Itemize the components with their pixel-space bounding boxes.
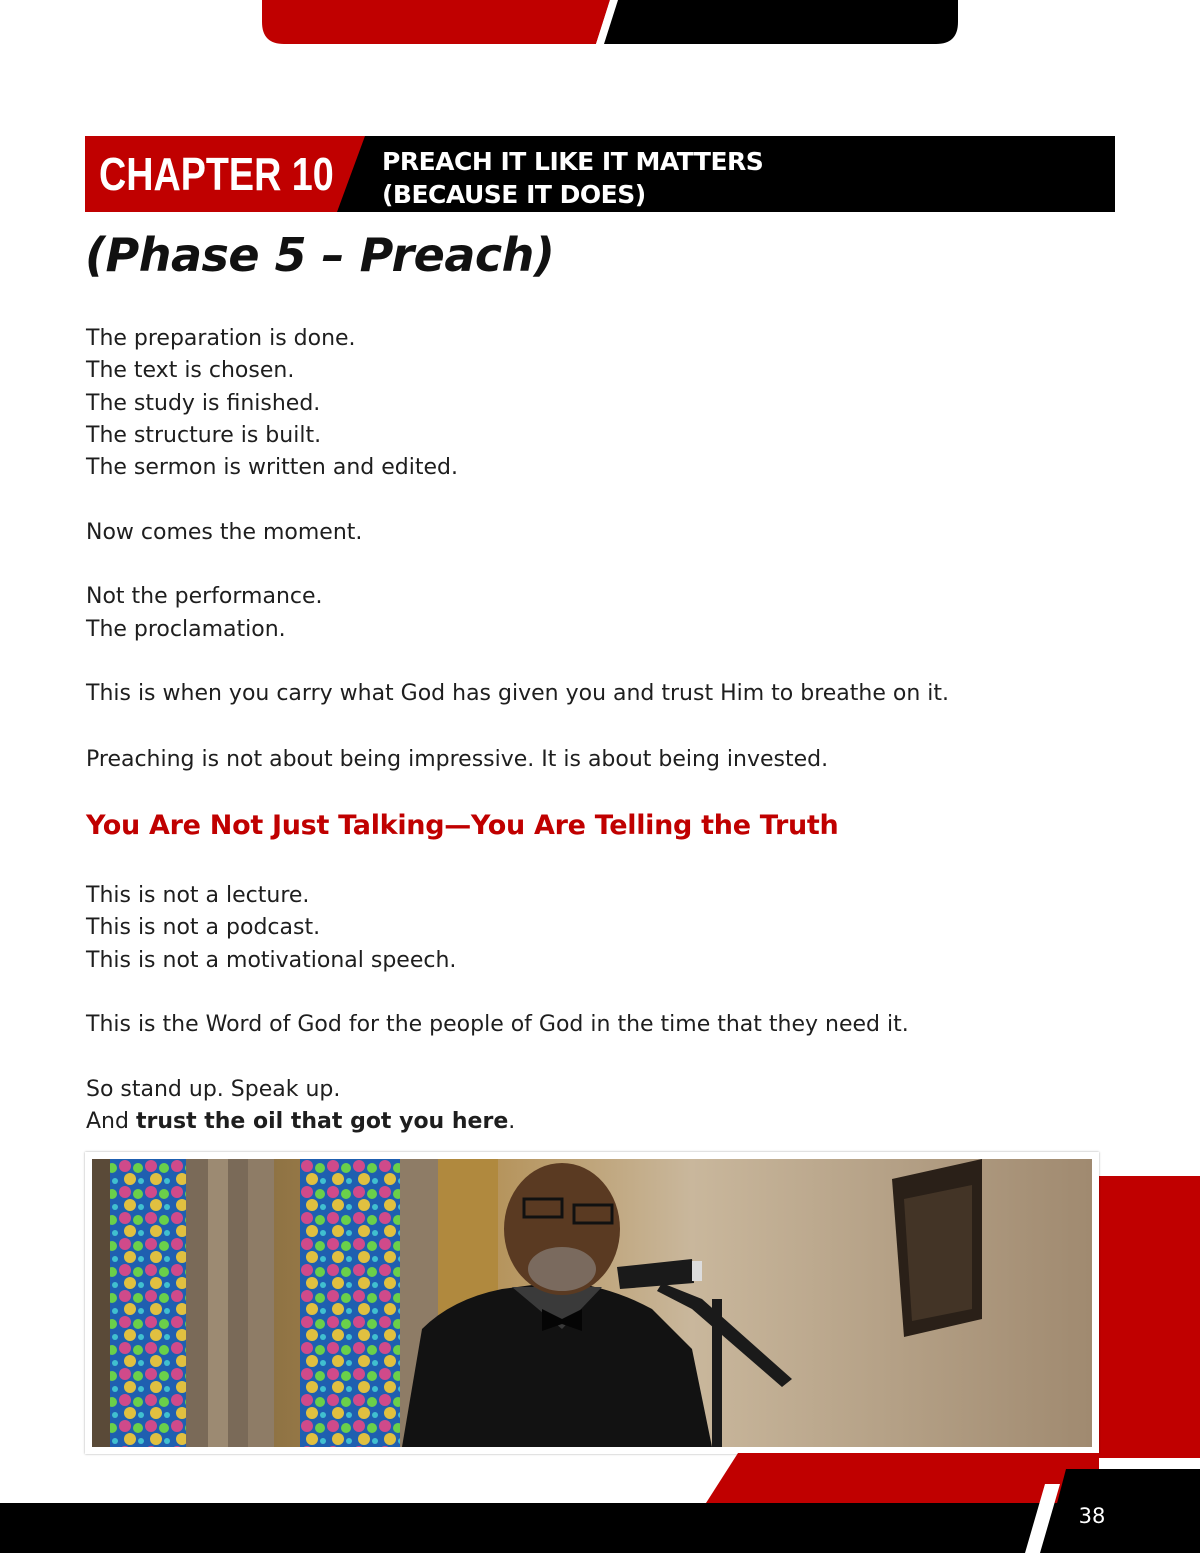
invested-paragraph: Preaching is not about being impressive. It is about being invested. [86, 747, 829, 772]
trust-bold: trust the oil that got you here [135, 1109, 509, 1134]
intro-line: The preparation is done. [86, 326, 356, 351]
intro-line: The sermon is written and edited. [86, 455, 458, 480]
intro-line: The structure is built. [86, 423, 322, 448]
intro-line: The study is finished. [86, 391, 321, 416]
not-line: This is not a lecture. [86, 883, 310, 908]
preacher-photo [92, 1159, 1092, 1447]
trust-prefix: And [86, 1109, 136, 1134]
not-line: This is not a podcast. [86, 915, 321, 940]
top-banner-decoration [262, 0, 958, 44]
chapter-title-line-1: PREACH IT LIKE IT MATTERS [382, 147, 764, 176]
stand-up-line: So stand up. Speak up. [86, 1077, 341, 1102]
contrast-line: Not the performance. [86, 584, 323, 609]
intro-line: The text is chosen. [86, 358, 295, 383]
footer-bar [0, 1453, 1200, 1553]
trust-line [86, 1106, 515, 1138]
word-of-god-paragraph: This is the Word of God for the people of God in the time that they need it. [86, 1012, 909, 1037]
chapter-number: CHAPTER 10 [99, 148, 334, 200]
chapter-title-line-2: (BECAUSE IT DOES) [382, 180, 646, 209]
moment-paragraph: Now comes the moment. [86, 520, 363, 545]
phase-title: (Phase 5 – Preach) [85, 228, 555, 282]
chapter-title [382, 145, 1082, 211]
section-heading: You Are Not Just Talking—You Are Telling the Truth [86, 810, 839, 841]
contrast-line: The proclamation. [86, 617, 286, 642]
carry-paragraph: This is when you carry what God has given you and trust Him to breathe on it. [86, 681, 950, 706]
trust-suffix: . [508, 1109, 516, 1134]
photo-red-accent [1099, 1176, 1200, 1458]
not-line: This is not a motivational speech. [86, 948, 457, 973]
page-number: 38 [1078, 1504, 1106, 1528]
